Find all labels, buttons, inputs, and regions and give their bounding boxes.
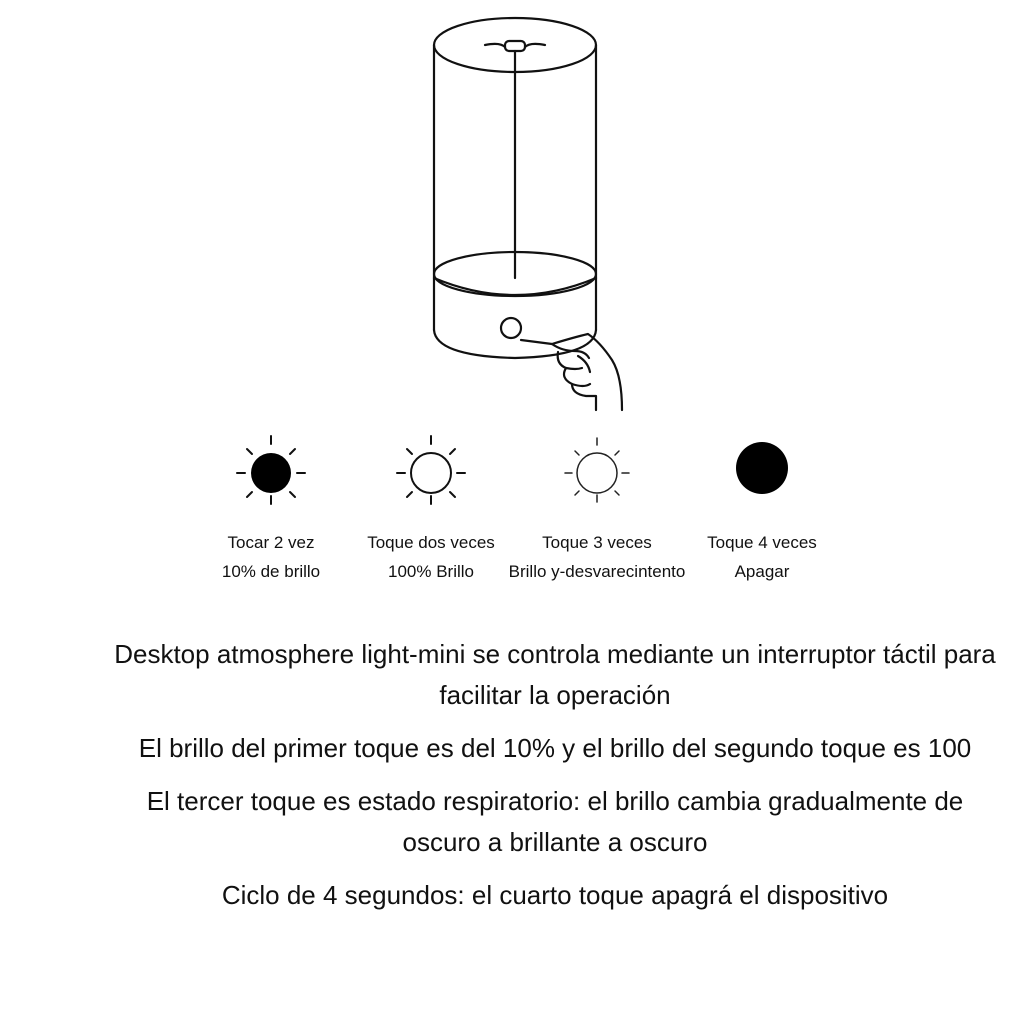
touch-modes bbox=[0, 430, 1024, 590]
sun-outline-thin-icon bbox=[557, 430, 637, 510]
mode-touch-4-subtitle: Apagar bbox=[734, 562, 790, 581]
description-block bbox=[110, 634, 1000, 928]
mode-touch-3 bbox=[502, 430, 692, 586]
mode-touch-2 bbox=[336, 430, 526, 586]
mode-touch-1-subtitle: 10% de brillo bbox=[221, 562, 321, 581]
solid-circle-icon bbox=[722, 430, 802, 510]
mode-touch-4 bbox=[667, 430, 857, 586]
mode-touch-3-subtitle: Brillo y-desvarecintento bbox=[508, 562, 686, 581]
mode-touch-2-title: Toque dos veces bbox=[367, 533, 495, 552]
description-paragraph-2: El brillo del primer toque es del 10% y el brillo del segundo toque es 100 bbox=[138, 733, 972, 763]
description-paragraph-4: Ciclo de 4 segundos: el cuarto toque apagrá el dispositivo bbox=[221, 880, 889, 910]
mode-touch-1-title: Tocar 2 vez bbox=[227, 533, 315, 552]
mode-touch-2-subtitle: 100% Brillo bbox=[388, 562, 474, 581]
sun-outline-icon bbox=[391, 430, 471, 510]
lamp-illustration bbox=[0, 0, 1024, 420]
mode-touch-4-title: Toque 4 veces bbox=[707, 533, 817, 552]
description-paragraph-3: El tercer toque es estado respiratorio: el brillo cambia gradualmente de oscuro a brillante a oscuro bbox=[146, 786, 964, 857]
description-paragraph-1: Desktop atmosphere light-mini se controla mediante un interruptor táctil para facilitar la operación bbox=[114, 639, 996, 710]
sun-filled-icon bbox=[231, 430, 311, 510]
mode-touch-3-title: Toque 3 veces bbox=[542, 533, 652, 552]
